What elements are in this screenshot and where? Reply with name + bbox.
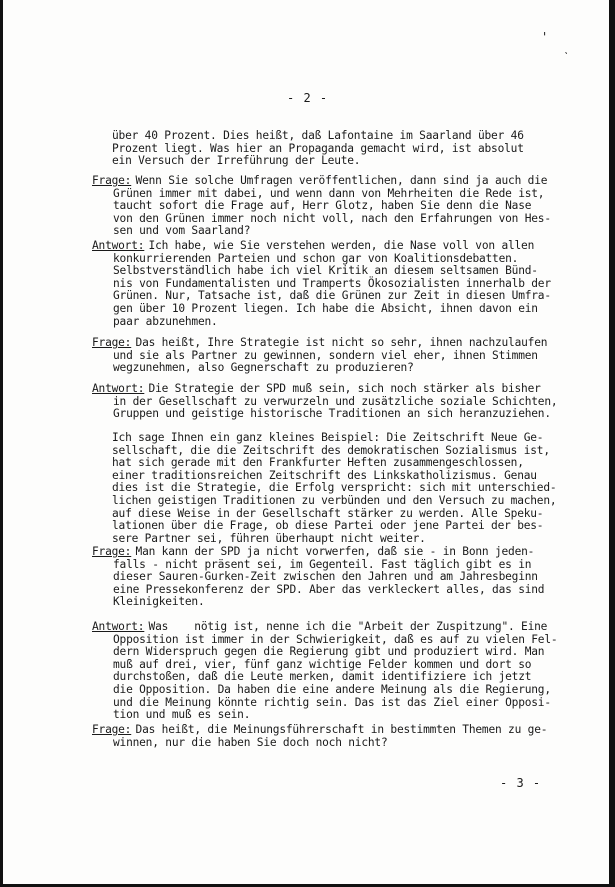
text-line: Was nötig ist, nenne ich die "Arbeit der Zuspitzung". Eine [142,620,548,633]
text-line: Das heißt, Ihre Strategie ist nicht so sehr, ihnen nachzulaufen [129,336,548,349]
text-line: einer traditionsreichen Zeitschrift des Linkskatholizismus. Genau [112,468,537,482]
text-line: lichen geistigen Traditionen zu verbünden und den Versuch zu machen, [112,494,557,507]
text-line: und sie als Partner zu gewinnen, sondern viel eher, ihnen Stimmen [113,348,538,362]
text-line: sere Partner sei, führen überhaupt nicht weiter. [112,531,426,545]
text-line: hat sich gerade mit den Frankfurter Heften zusammengeschlossen, [112,456,524,470]
text-line: in der Gesellschaft zu verwurzeln und zusätzliche soziale Schichten, [113,394,558,408]
text-line: Man kann der SPD ja nicht vorwerfen, daß sie - in Bonn jeden- [129,545,535,558]
text-line: sen und vom Saarland? [113,224,251,238]
next-page-marker: - 3 - [500,776,542,790]
text-line: dies ist die Strategie, die Erfolg verspricht: sich mit unterschied- [112,481,557,495]
text-line: Grünen. Nur, Tatsache ist, daß die Grünen zur Zeit in diesen Umfra- [113,289,551,303]
text-line: durchstoßen, daß die Leute merken, damit identifiziere ich jetzt [113,670,532,684]
corner-mark-dot: ˋ [563,50,571,64]
text-line: Kleinigkeiten. [113,595,205,609]
text-line: lationen über die Frage, ob diese Partei oder jene Partei der bes- [112,519,544,533]
text-line: über 40 Prozent. Dies heißt, daß Lafontaine im Saarland über 46 [112,129,524,142]
text-line: muß auf drei, vier, fünf ganz wichtige Felder kommen und dort so [113,657,532,671]
text-line: Ich habe, wie Sie verstehen werden, die Nase voll von allen [142,239,535,252]
text-line: von den Grünen immer noch nicht voll, nach den Erfahrungen von Hes- [113,211,551,225]
question-label: Frage: [92,336,132,349]
question-label: Frage: [92,174,132,187]
text-line: Das heißt, die Meinungsführerschaft in bestimmten Themen zu ge- [129,723,548,736]
text-line: paar abzunehmen. [113,314,218,328]
page-number: - 2 - [287,91,329,105]
text-line: auf diese Weise in der Gesellschaft stärker zu werden. Alle Speku- [112,506,544,520]
answer-label: Antwort: [92,620,145,633]
answer-label: Antwort: [92,239,145,252]
text-line: Die Strategie der SPD muß sein, sich noch stärker als bisher [142,382,541,395]
text-line: Grünen immer mit dabei, und wenn dann von Mehrheiten die Rede ist, [113,186,545,200]
text-line: und die Meinung könnte richtig sein. Das ist das Ziel einer Opposi- [113,695,551,709]
text-line: Ich sage Ihnen ein ganz kleines Beispiel: Die Zeitschrift Neue Ge- [112,431,544,444]
text-line: nis von Fundamentalisten und Tramperts Ökosozialisten innerhalb der [113,276,551,290]
corner-marks: ' [541,30,549,44]
text-line: Selbstverständlich habe ich viel Kritik an diesem seltsamen Bünd- [113,264,538,278]
answer-label: Antwort: [92,382,145,395]
text-line: Opposition ist immer in der Schwierigkeit, daß es auf zu vielen Fel- [113,632,558,646]
text-line: die Opposition. Da haben die eine andere Meinung als die Regierung, [113,683,551,696]
text-line: tion und muß es sein. [113,708,251,722]
text-line: falls - nicht präsent sei, im Gegenteil. Fast täglich gibt es in [113,557,532,571]
text-line: Prozent liegt. Was hier an Propaganda gemacht wird, ist absolut [112,141,524,155]
question-label: Frage: [92,723,132,736]
text-line: eine Pressekonferenz der SPD. Aber das verkleckert alles, das sind [113,582,545,596]
text-line: dern Widerspruch gegen die Regierung gibt und produziert wird. Man [113,645,545,659]
text-line: Wenn Sie solche Umfragen veröffentlichen, dann sind ja auch die [129,174,548,187]
text-line: dieser Sauren-Gurken-Zeit zwischen den Jahren und am Jahresbeginn [113,570,538,584]
text-line: wegzunehmen, also Gegnerschaft zu produzieren? [113,361,414,375]
text-line: Gruppen und geistige historische Traditionen an sich heranzuziehen. [113,407,551,421]
text-line: konkurrierenden Parteien und schon gar von Koalitionsdebatten. [113,251,519,265]
text-line: sellschaft, die die Zeitschrift des demokratischen Sozialismus ist, [112,443,550,457]
question-label: Frage: [92,545,132,558]
text-line: winnen, nur die haben Sie doch noch nicht? [113,735,388,749]
text-line: ein Versuch der Irreführung der Leute. [112,154,361,168]
text-line: taucht sofort die Frage auf, Herr Glotz, haben Sie denn die Nase [113,199,532,213]
text-line: gen über 10 Prozent liegen. Ich habe die Absicht, ihnen davon ein [113,302,538,315]
